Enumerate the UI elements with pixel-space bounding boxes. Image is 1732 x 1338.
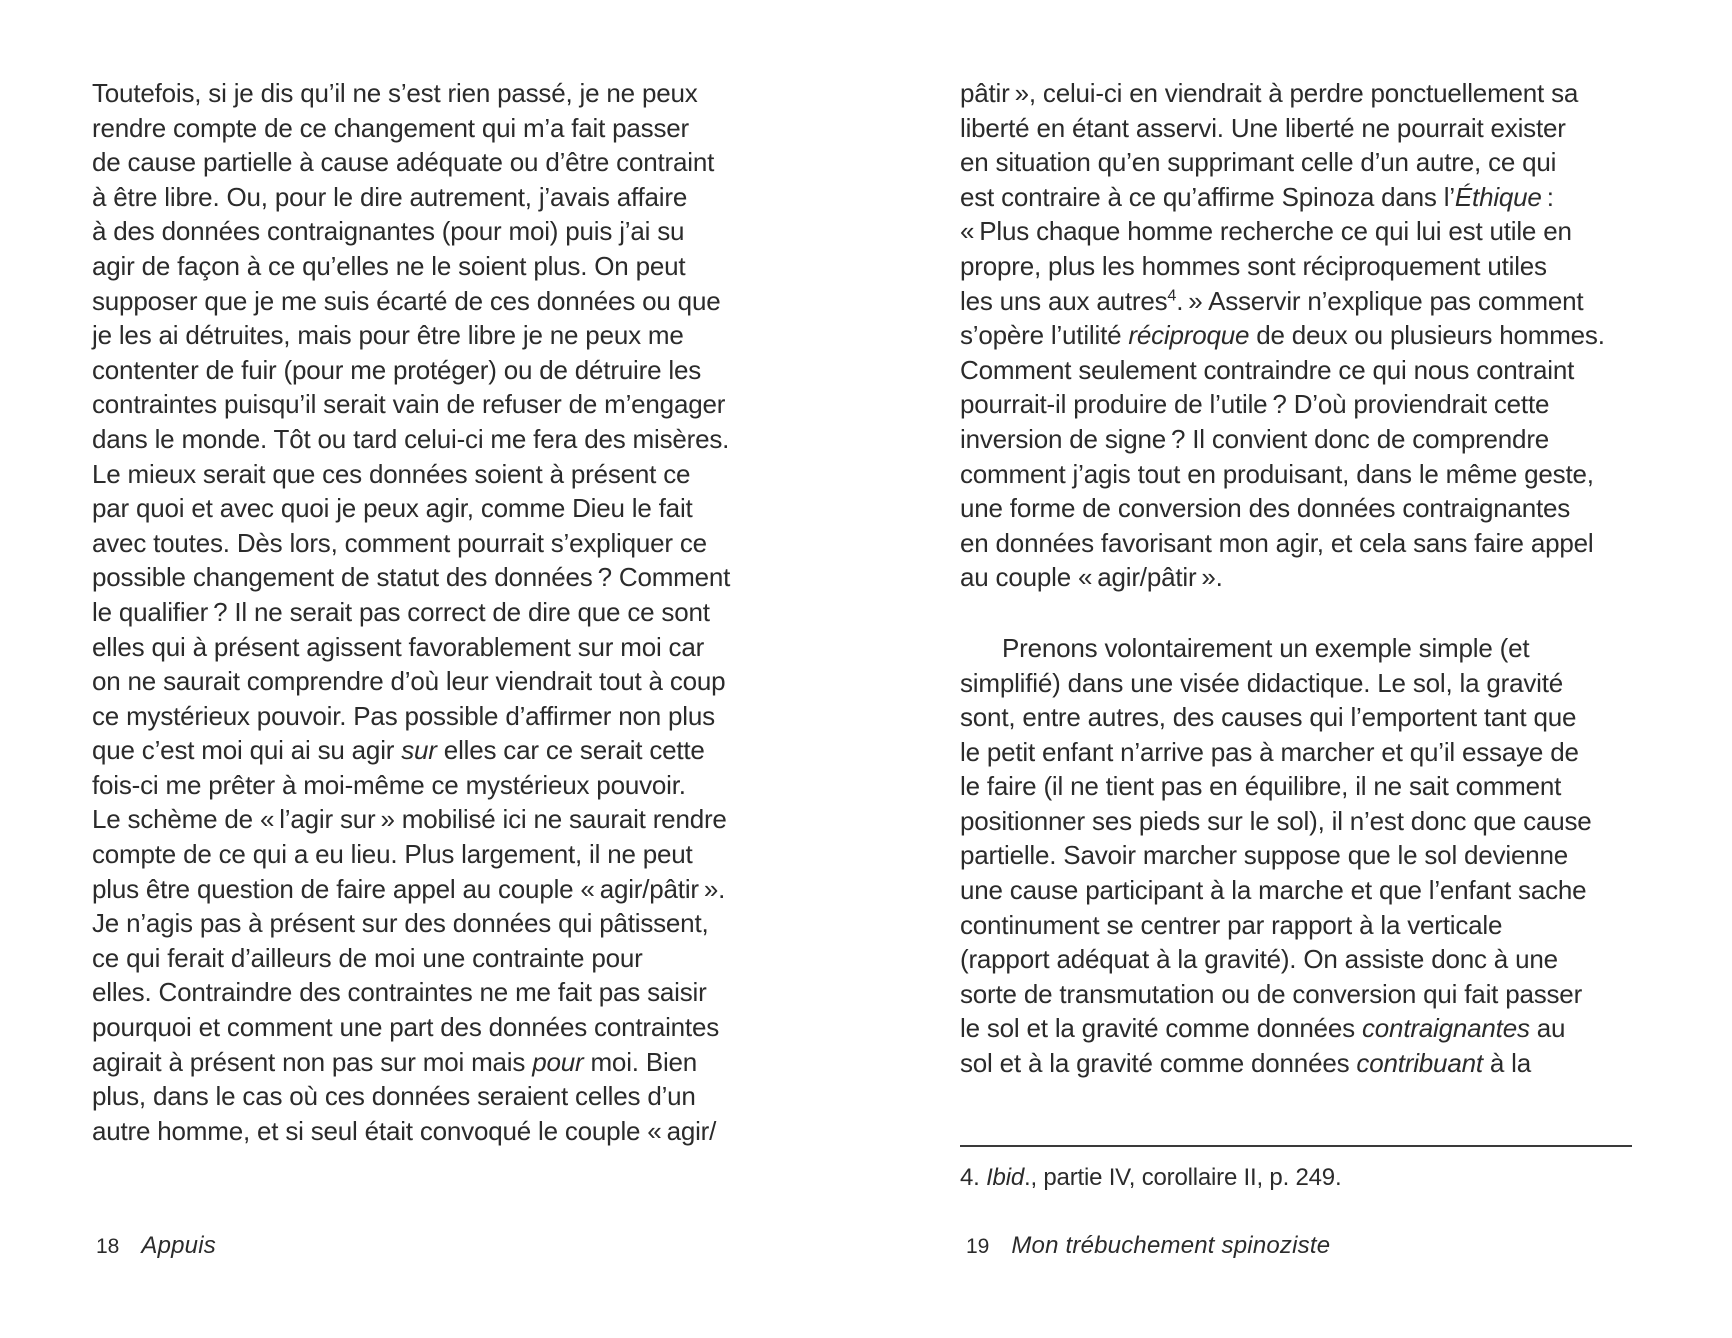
text-segment: une cause participant à la marche et que l’enfant sache [960,875,1587,906]
text-segment: contraintes puisqu’il serait vain de refuser de m’engager [92,389,726,420]
footnote [960,1163,1636,1193]
text-segment: « Plus chaque homme recherche ce qui lui est utile en [960,216,1572,247]
text-line [960,838,1636,873]
text-segment: Comment seulement contraindre ce qui nous contraint [960,354,1575,385]
text-line [960,977,1636,1012]
text-segment: : [1541,181,1554,212]
text-line [960,422,1636,457]
text-line [960,804,1636,839]
paragraph [960,631,1636,1081]
left-page-number: 18 [96,1235,120,1258]
text-segment: à la [1482,1048,1532,1079]
text-segment: positionner ses pieds sur le sol), il n’est donc que cause [960,805,1592,836]
text-line [92,802,782,837]
text-line [960,491,1636,526]
text-line [960,942,1636,977]
text-segment: de deux ou plusieurs hommes. [1249,320,1605,351]
text-segment: Je n’agis pas à présent sur des données qui pâtissent, [92,908,709,939]
text-line [92,491,782,526]
text-segment: elles. Contraindre des contraintes ne me fait pas saisir [92,977,707,1008]
text-segment: compte de ce qui a eu lieu. Plus largement, il ne peut [92,839,693,870]
italic-text: Éthique [1454,181,1542,212]
text-segment: je les ai détruites, mais pour être libre je ne peux me [92,320,684,351]
text-line [92,145,782,180]
right-page-text [960,76,1636,1081]
text-segment: s’opère l’utilité [960,320,1129,351]
text-segment: simplifié) dans une visée didactique. Le sol, la gravité [960,667,1564,698]
text-line [92,699,782,734]
text-segment: Prenons volontairement un exemple simple (et [1002,632,1530,663]
text-segment: le qualifier ? Il ne serait pas correct de dire que ce sont [92,596,710,627]
italic-text: contribuant [1356,1048,1483,1079]
text-line [92,1079,782,1114]
text-segment: au couple « agir/pâtir ». [960,562,1223,593]
text-line [960,353,1636,388]
text-segment: ., partie IV, corollaire II, p. 249. [1024,1164,1342,1191]
paragraph [960,76,1636,595]
text-segment: partielle. Savoir marcher suppose que le sol devienne [960,840,1568,871]
text-segment: au [1529,1013,1566,1044]
text-line [960,180,1636,215]
text-segment: ce qui ferait d’ailleurs de moi une contrainte pour [92,942,643,973]
footnote-rule [960,1145,1632,1147]
text-line [960,560,1636,595]
text-segment: le petit enfant n’arrive pas à marcher et qu’il essaye de [960,736,1579,767]
text-segment: possible changement de statut des données ? Comment [92,562,731,593]
text-segment: à être libre. Ou, pour le dire autrement, j’avais affaire [92,181,688,212]
text-segment: . » Asservir n’explique pas comment [1176,285,1584,316]
text-line [960,908,1636,943]
text-segment: inversion de signe ? Il convient donc de comprendre [960,423,1550,454]
text-segment: ce mystérieux pouvoir. Pas possible d’affirmer non plus [92,700,715,731]
text-segment: (rapport adéquat à la gravité). On assiste donc à une [960,944,1558,975]
text-segment: 4. [960,1164,987,1191]
text-segment: fois-ci me prêter à moi-même ce mystérieux pouvoir. [92,769,686,800]
text-line [92,353,782,388]
text-line [92,76,782,111]
text-line [92,630,782,665]
text-segment: Le schème de « l’agir sur » mobilisé ici ne saurait rendre [92,804,727,835]
italic-text: réciproque [1128,320,1250,351]
text-segment: supposer que je me suis écarté de ces données ou que [92,285,721,316]
left-running-title: Appuis [141,1232,216,1259]
text-segment: rendre compte de ce changement qui m’a fait passer [92,112,690,143]
text-segment: Le mieux serait que ces données soient à présent ce [92,458,691,489]
text-line [92,111,782,146]
text-line [92,526,782,561]
text-segment: avec toutes. Dès lors, comment pourrait s’expliquer ce [92,527,707,558]
text-segment: elles qui à présent agissent favorablement sur moi car [92,631,705,662]
text-line [960,666,1636,701]
text-segment: plus être question de faire appel au couple « agir/pâtir ». [92,873,726,904]
text-line [960,76,1636,111]
text-line [92,733,782,768]
text-segment: est contraire à ce qu’affirme Spinoza dans l’ [960,181,1455,212]
text-line [92,387,782,422]
text-segment: elles car ce serait cette [436,735,705,766]
left-page-text [92,76,782,1148]
text-segment: autre homme, et si seul était convoqué le couple « agir/ [92,1115,717,1146]
text-segment: pourquoi et comment une part des données contraintes [92,1012,720,1043]
text-line [92,1045,782,1080]
text-segment: en données favorisant mon agir, et cela sans faire appel [960,527,1594,558]
text-line [960,526,1636,561]
text-segment: dans le monde. Tôt ou tard celui-ci me fera des misères. [92,423,730,454]
text-line [92,906,782,941]
text-segment: liberté en étant asservi. Une liberté ne pourrait exister [960,112,1566,143]
text-line [960,387,1636,422]
text-segment: agirait à présent non pas sur moi mais [92,1046,533,1077]
text-segment: continument se centrer par rapport à la verticale [960,909,1503,940]
text-line [960,1011,1636,1046]
paragraph [92,76,782,1148]
text-line [92,1114,782,1149]
text-segment: moi. Bien [583,1046,698,1077]
text-line [960,318,1636,353]
text-line [92,560,782,595]
text-line [960,457,1636,492]
text-line [92,214,782,249]
text-segment: sont, entre autres, des causes qui l’emportent tant que [960,702,1577,733]
text-line [92,180,782,215]
text-line [960,769,1636,804]
text-segment: pourrait-il produire de l’utile ? D’où proviendrait cette [960,389,1550,420]
text-line [92,837,782,872]
right-running-title: Mon trébuchement spinoziste [1011,1232,1331,1259]
footnote-block [960,1145,1636,1193]
text-line [960,873,1636,908]
text-segment: on ne saurait comprendre d’où leur viendrait tout à coup [92,666,726,697]
text-segment: comment j’agis tout en produisant, dans le même geste, [960,458,1594,489]
text-line [960,145,1636,180]
text-segment: propre, plus les hommes sont réciproquement utiles [960,250,1547,281]
footnote-reference: 4 [1167,285,1177,304]
text-segment: une forme de conversion des données contraignantes [960,493,1571,524]
text-line [960,735,1636,770]
right-page-number: 19 [966,1235,990,1258]
text-line [960,1046,1636,1081]
text-line [92,595,782,630]
right-page-footer [966,1232,1330,1260]
italic-text: contraignantes [1362,1013,1530,1044]
text-line [92,457,782,492]
text-line [92,249,782,284]
text-line [960,249,1636,284]
text-segment: Toutefois, si je dis qu’il ne s’est rien passé, je ne peux [92,78,698,108]
text-line [92,422,782,457]
text-line [960,284,1636,319]
text-segment: le faire (il ne tient pas en équilibre, il ne sait comment [960,771,1562,802]
italic-text: pour [532,1046,584,1077]
text-line [92,318,782,353]
text-line [960,111,1636,146]
text-line [92,975,782,1010]
text-segment: de cause partielle à cause adéquate ou d’être contraint [92,147,715,178]
text-segment: pâtir », celui-ci en viendrait à perdre ponctuellement sa [960,78,1579,108]
text-segment: sorte de transmutation ou de conversion qui fait passer [960,978,1583,1009]
italic-text: sur [401,735,437,766]
text-segment: le sol et la gravité comme données [960,1013,1362,1044]
text-segment: agir de façon à ce qu’elles ne le soient plus. On peut [92,250,686,281]
left-page-footer [96,1232,216,1260]
text-segment: en situation qu’en supprimant celle d’un autre, ce qui [960,147,1557,178]
italic-text: Ibid [986,1164,1024,1191]
text-segment: que c’est moi qui ai su agir [92,735,402,766]
text-segment: plus, dans le cas où ces données seraient celles d’un [92,1081,696,1112]
text-segment: sol et à la gravité comme données [960,1048,1357,1079]
text-segment: les uns aux autres [960,285,1168,316]
text-segment: à des données contraignantes (pour moi) puis j’ai su [92,216,685,247]
text-line [92,1010,782,1045]
text-line [92,941,782,976]
text-line [92,872,782,907]
text-segment: contenter de fuir (pour me protéger) ou de détruire les [92,354,702,385]
text-line [960,631,1636,666]
text-line [92,768,782,803]
text-segment: par quoi et avec quoi je peux agir, comme Dieu le fait [92,493,693,524]
text-line [960,214,1636,249]
text-line [92,284,782,319]
text-line [960,700,1636,735]
text-line [92,664,782,699]
